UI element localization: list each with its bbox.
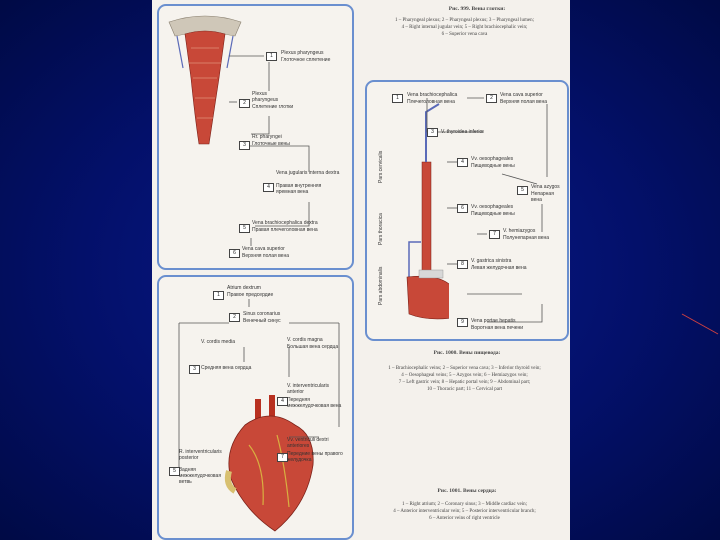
label-latin: Rr. pharyngei [252,134,282,140]
label-number: 2 [229,313,240,322]
fig1000-caption-line: 7 – Left gastric vein; 8 – Hepatic portal vein; 9 – Abdominal part; [398,380,531,385]
decorative-stripe [680,300,720,340]
label-number: 2 [486,94,497,103]
label-latin: R. interventricularis posterior [179,449,222,461]
label-russian: Верхняя полая вена [500,99,548,105]
label-latin: Vena jugularis interna dextra [276,170,340,176]
label-latin: Sinus coronarius [243,311,281,317]
label-latin: Vena cava superior [500,92,543,98]
label-latin: V. cordis media [201,339,235,345]
label-russian: Глоточные вены [252,141,290,147]
label-russian: Задняя межжелудочковая ветвь [179,467,222,485]
label-russian: Передняя межжелудочковая вена [287,397,342,409]
label-russian: Правая плечеголовная вена [252,227,318,233]
label-latin: Vena azygos [531,184,560,190]
side-label-thoracic: Pars thoracica [378,213,384,245]
fig1000-caption-line: 4 – Oesophageal veins; 5 – Azygos vein; 6 – Hemiazygos vein; [401,373,528,378]
label-number: 4 [457,158,468,167]
label-latin: V. gastrica sinistra [471,258,512,264]
label-russian: Глоточное сплетение [281,57,331,63]
fig1001-caption-line: 4 – Anterior interventricular vein; 5 – Posterior interventricular branch; [393,509,536,514]
label-latin: Atrium dextrum [227,285,261,291]
label-russian: Плечеголовная вена [407,99,455,105]
label-latin: Vv. ventriculi dextri anteriores [287,437,329,449]
label-russian: Средняя вена сердца [201,365,252,371]
label-number: 7 [277,453,288,462]
label-number: 3 [189,365,200,374]
label-latin: Vena brachiocephalica dextra [252,220,318,226]
fig1001-title: Рис. 1001. Вены сердца: [437,488,497,494]
label-russian: Пищеводные вены [471,211,515,217]
fig999-caption-line: 6 – Superior vena cava [441,32,488,37]
label-russian: Правая внутренняя яремная вена [276,183,322,195]
label-number: 1 [266,52,277,61]
label-russian: Пищеводные вены [471,163,515,169]
label-latin: Plexus pharyngeus [281,50,324,56]
label-russian: Воротная вена печени [471,325,524,331]
label-number: 1 [213,291,224,300]
label-latin: V. cordis magna [287,337,323,343]
oesophagus-veins-panel [365,80,569,341]
label-latin: Plexus pharyngeus [252,91,279,103]
fig1000-caption-line: 1 – Brachiocephalic veins; 2 – Superior vena cava; 3 – Inferior thyroid vein; [388,366,541,371]
label-number: 9 [457,318,468,327]
label-number: 4 [263,183,274,192]
label-russian: Левая желудочная вена [471,265,527,271]
label-russian: Непарная вена [531,191,554,203]
fig1001-caption-line: 1 – Right atrium; 2 – Coronary sinus; 3 – Middle cardiac vein; [402,502,527,507]
label-russian: Правое предсердие [227,292,274,298]
label-number: 6 [229,249,240,258]
label-latin: V. thyroidea inferior [441,129,484,135]
label-number: 3 [239,141,250,150]
pharynx-veins-panel [157,4,354,270]
label-number: 4 [277,397,288,406]
label-number: 5 [517,186,528,195]
label-latin: Vena portae hepatis [471,318,516,324]
label-latin: Vv. oesophageales [471,204,514,210]
fig1000-title: Рис. 1000. Вены пищевода: [433,350,501,356]
label-number: 5 [169,467,180,476]
fig999-caption-line: 4 – Right internal jugular vein; 5 – Right brachiocephalic vein; [401,25,528,30]
label-russian: Венечный синус [243,318,281,324]
label-latin: V. interventricularis anterior [287,383,330,395]
label-latin: Vena brachiocephalica [407,92,458,98]
fig1000-caption-line: 10 – Thoracic part; 11 – Cervical part [426,387,503,392]
fig999-caption-line: 1 – Pharyngeal plexus; 2 – Pharyngeal plexus; 3 – Pharyngeal lumen; [394,18,534,23]
label-number: 2 [239,99,250,108]
fig1001-caption-line: 6 – Anterior veins of right ventricle [429,516,500,521]
side-label-abdominal: Pars abdominalis [378,266,384,305]
label-latin: Vv. oesophageales [471,156,514,162]
textbook-page [152,0,570,540]
label-number: 6 [457,204,468,213]
label-russian: Передние вены правого желудочка [287,451,343,463]
label-latin: Vena cava superior [242,246,285,252]
label-number: 8 [457,260,468,269]
label-russian: Полунепарная вена [503,235,550,241]
side-label-cervical: Pars cervicalis [378,150,384,183]
label-russian: Сплетение глотки [252,104,294,110]
fig999-title: Рис. 999. Вены глотки: [448,6,506,12]
label-number: 3 [427,128,438,137]
label-number: 7 [489,230,500,239]
label-russian: Верхняя полая вена [242,253,290,259]
label-russian: Большая вена сердца [287,344,339,350]
heart-veins-panel [157,275,354,540]
label-number: 1 [392,94,403,103]
label-latin: V. hemiazygos [503,228,536,234]
label-number: 5 [239,224,250,233]
